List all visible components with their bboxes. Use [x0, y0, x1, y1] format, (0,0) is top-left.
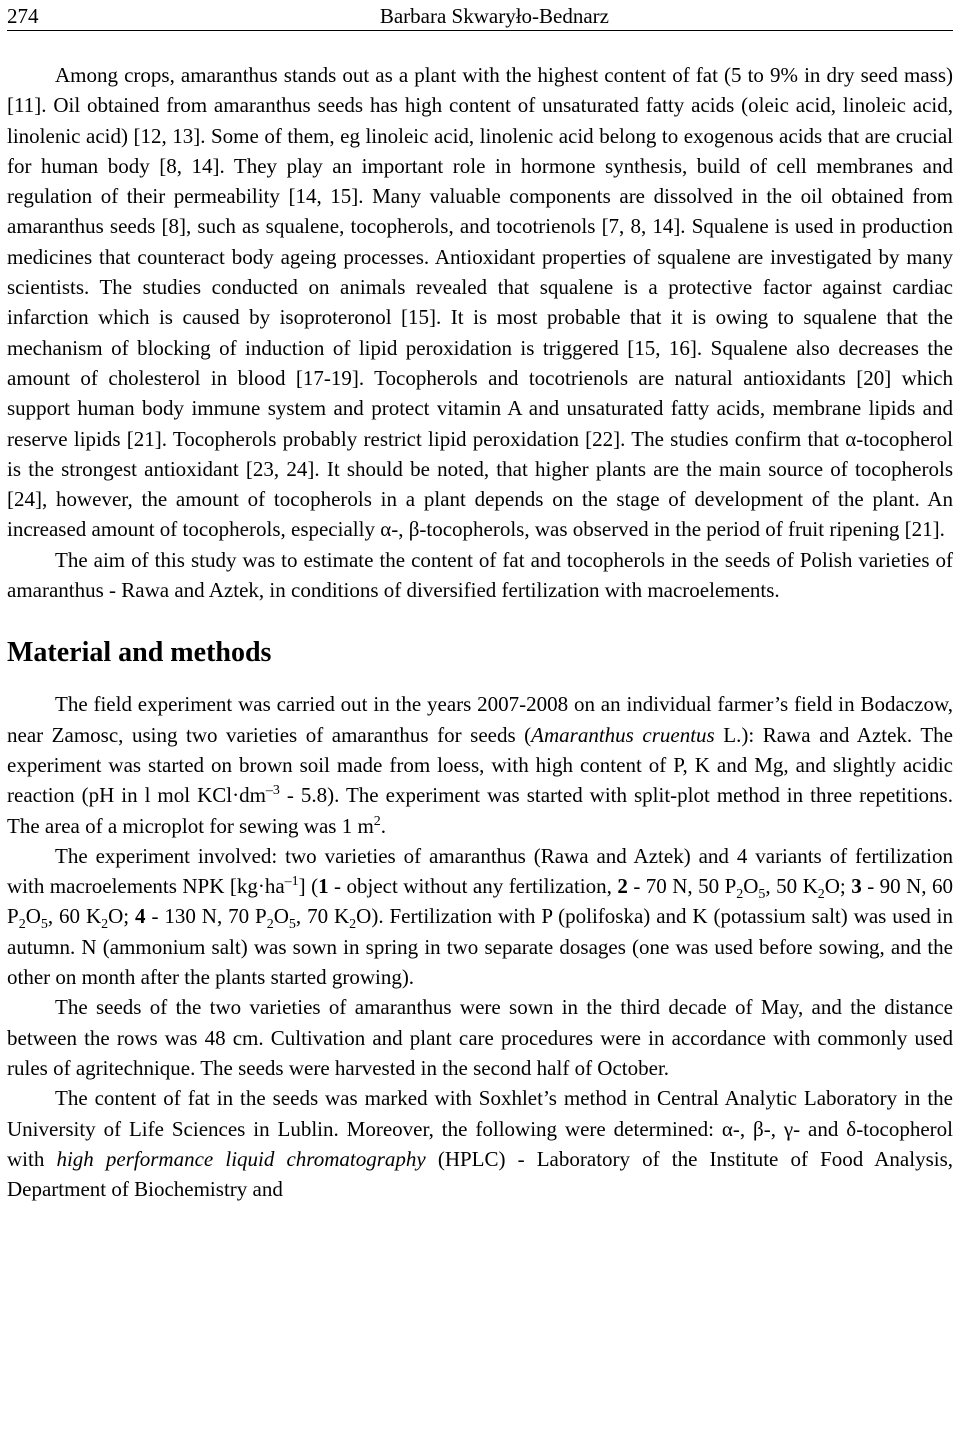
paragraph-field-experiment: The field experiment was carried out in the years 2007-2008 on an individual farmer’s field in Bodaczow, near Zamosc, using two varieties of amaranthus for seeds (Amaranthus cruentus L.): Rawa and Aztek. The experiment was started on brown soil made from loess, with high content of P, K and Mg, and slightly acidic reaction (pH in l mol $KCl\cdot dm^{-3} - 5.8$). The experiment was started with split-plot method in three repetitions. The area of a microplot for sewing was 1 $m^2$.: [7, 692, 953, 838]
paragraph-intro: Among crops, amaranthus stands out as a plant with the highest content of fat (5 to 9% in dry seed mass) [11]. Oil obtained from amaranthus seeds has high content of unsaturated fatty acids (oleic acid, linoleic acid, linolenic acid) [12, 13]. Some of them, eg linoleic acid, linolenic acid belong to exogenous acids that are crucial for human body [8, 14]. They play an important role in hormone synthesis, build of cell membranes and regulation of their permeability [14, 15]. Many valuable components are dissolved in the oil obtained from amaranthus seeds [8], such as squalene, tocopherols, and tocotrienols [7, 8, 14]. Squalene is used in production medicines that counteract body ageing processes. Antioxidant properties of squalene are investigated by many scientists. The studies conducted on animals revealed that squalene is a protective factor against cardiac infarction which is caused by isoproteronol [15]. It is most probable that it is owing to squalene that the mechanism of blocking of induction of lipid peroxidation is triggered [15, 16]. Squalene also decreases the amount of cholesterol in blood [17-19]. Tocopherols and tocotrienols are natural antioxidants [20] which support human body immune system and protect vitamin A and unsaturated fatty acids, membrane lipids and reserve lipids [21]. Tocopherols probably restrict lipid peroxidation [22]. The studies confirm that α-tocopherol is the strongest antioxidant [23, 24]. It should be noted, that higher plants are the main source of tocopherols [24], however, the amount of tocopherols in a plant depends on the stage of development of the plant. An increased amount of tocopherols, especially α-, β-tocopherols, was observed in the period of fruit ripening [21].: [7, 63, 953, 542]
article-body: [7, 31, 953, 1204]
paragraph-sowing: The seeds of the two varieties of amaranthus were sown in the third decade of May, and the distance between the rows was 48 cm. Cultivation and plant care procedures were in accordance with commonly used rules of agritechnique. The seeds were harvested in the second half of October.: [7, 995, 953, 1080]
paragraph-analysis: The content of fat in the seeds was marked with Soxhlet’s method in Central Analytic Laboratory in the University of Life Sciences in Lublin. Moreover, the following were determined: α-, β-, γ- and δ-tocopherol with high performance liquid chromatography (HPLC) - Laboratory of the Institute of Food Analysis, Department of Biochemistry and: [7, 1086, 954, 1202]
hplc-term: high performance liquid chromatography: [56, 1146, 426, 1171]
paragraph-fertilization: The experiment involved: two varieties of amaranthus (Rawa and Aztek) and 4 variants of fertilization with macroelements NPK $[kg\cdot ha^{-1}]$ (1 - object without any fertilization, 2 - 70 N, 50 $P_2O_5$, 50 $K_2O$; 3 - 90 N, 60 $P_2O_5$, 60 $K_2O$; 4 - 130 N, 70 $P_2O_5$, 70 $K_2O$). Fertilization with P (polifoska) and K (potassium salt) was used in autumn. N (ammonium salt) was sown in spring in two separate dosages (one was used before sowing, and the other on month after the plants started growing).: [7, 843, 954, 990]
page-number: 274: [7, 4, 39, 28]
paragraph-aim: The aim of this study was to estimate the content of fat and tocopherols in the seeds of Polish varieties of amaranthus - Rawa and Aztek, in conditions of diversified fertilization with macroelements.: [7, 547, 953, 603]
running-author: Barbara Skwaryło-Bednarz: [379, 4, 609, 28]
species-name: Amaranthus cruentus: [531, 722, 715, 747]
running-header: [7, 0, 953, 31]
section-heading: Material and methods: [7, 637, 272, 669]
